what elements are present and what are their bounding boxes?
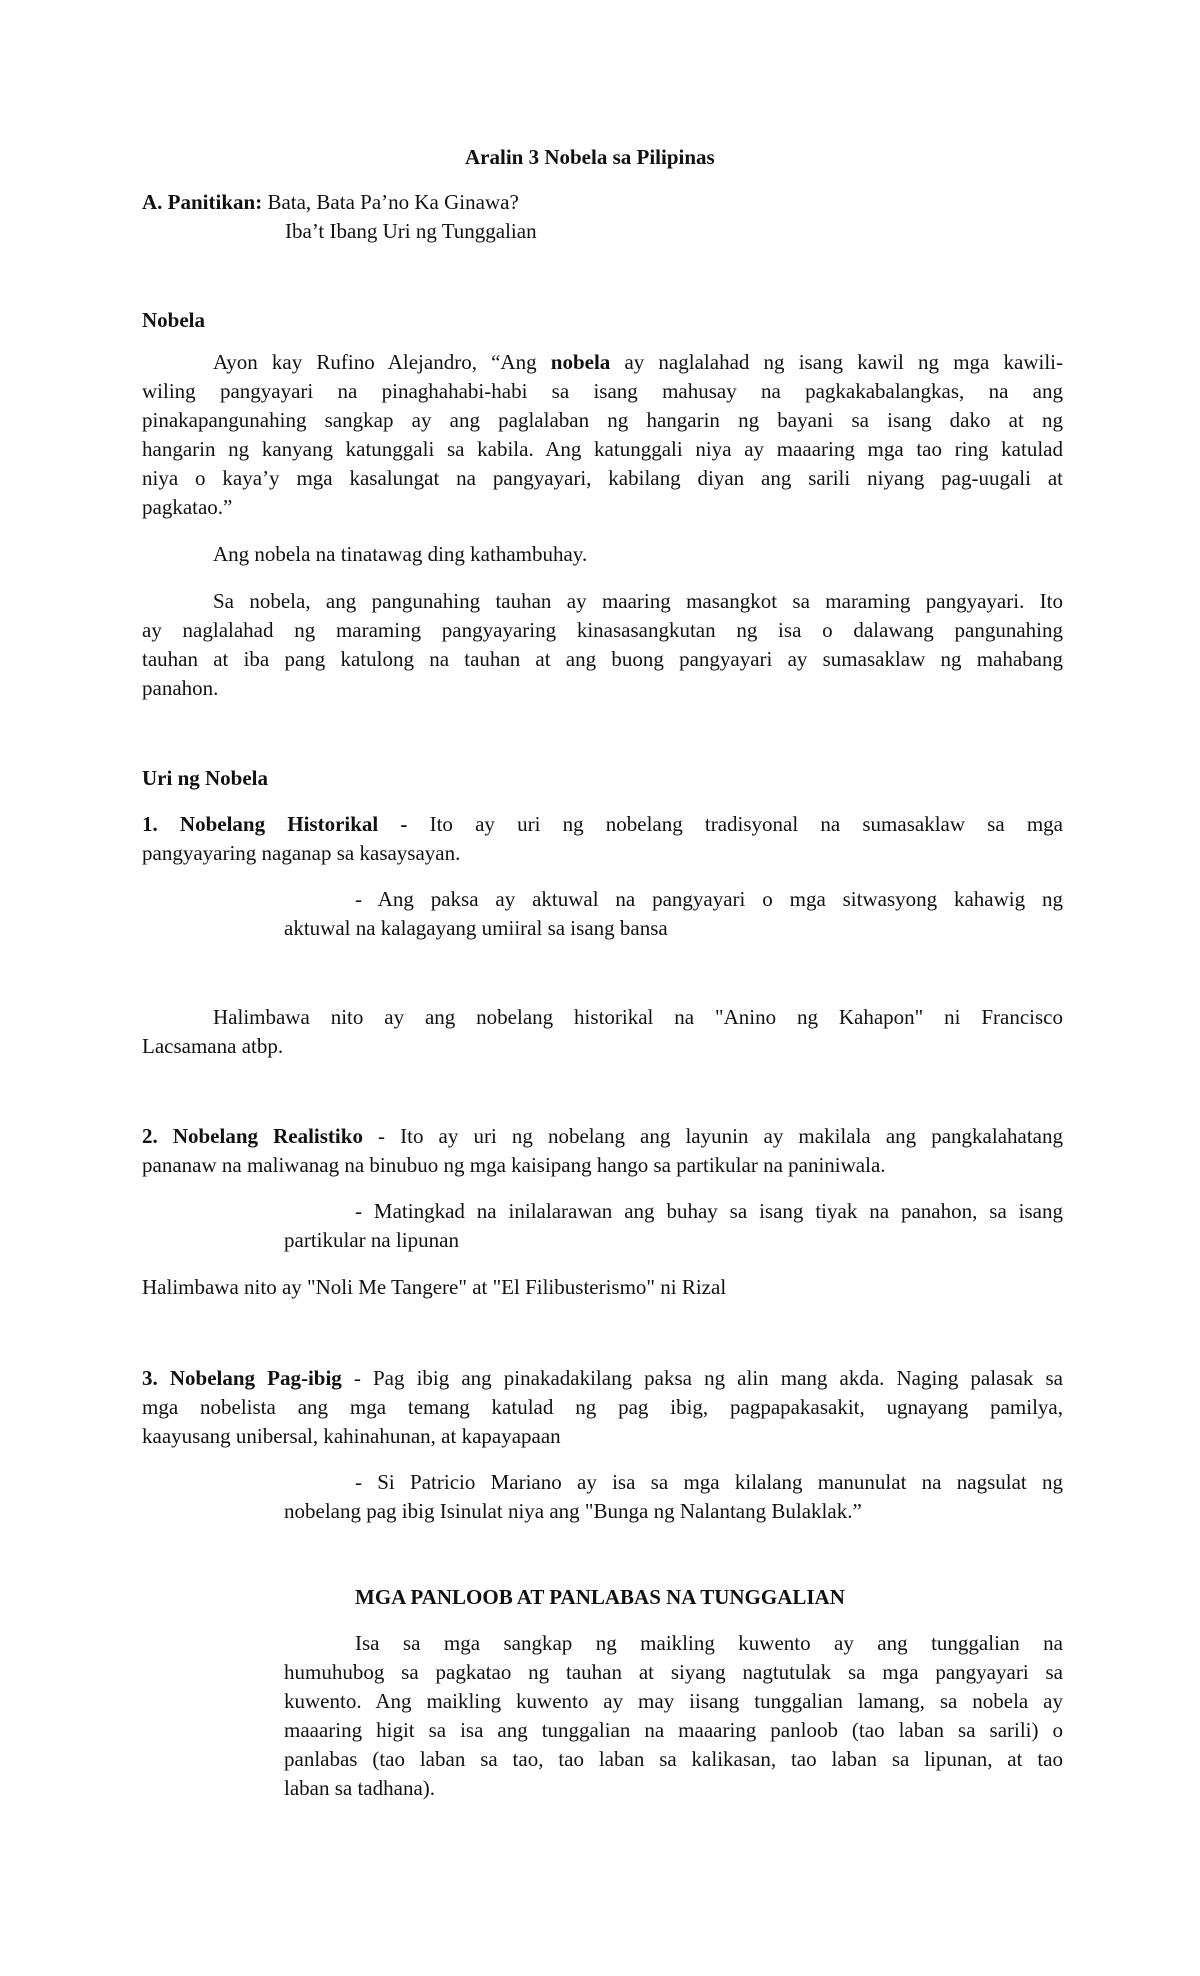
uri-item1-line2: pangyayaring naganap sa kasaysayan. xyxy=(142,841,461,865)
nobela-p3-line1: Sa nobela, ang pangunahing tauhan ay maaring masangkot sa maraming pangyayari. Ito xyxy=(213,589,1063,613)
uri-item2-note-line2: partikular na lipunan xyxy=(284,1228,459,1252)
nobela-term: nobela xyxy=(550,350,611,374)
nobela-p1-line5: niya o kaya’y mga kasalungat na pangyayari, kabilang diyan ang sarili niyang pag-uugali at xyxy=(142,466,1063,490)
nobela-p3-line4: panahon. xyxy=(142,676,219,700)
tunggalian-line4: maaaring higit sa isa ang tunggalian na maaaring panloob (tao laban sa sarili) o xyxy=(284,1718,1063,1742)
panitikan-label: A. Panitikan: xyxy=(142,190,263,214)
uri-item1-note-line1: - Ang paksa ay aktuwal na pangyayari o mga sitwasyong kahawig ng xyxy=(355,887,1063,911)
uri-item2-line1 xyxy=(142,1121,1063,1151)
uri-item1-note-line2: aktuwal na kalagayang umiiral sa isang bansa xyxy=(284,916,668,940)
uri-item2-text: - Ito ay uri ng nobelang ang layunin ay makilala ang pangkalahatang xyxy=(378,1124,1063,1148)
nobela-p2: Ang nobela na tinatawag ding kathambuhay. xyxy=(213,542,588,566)
uri-item3-note-line1: - Si Patricio Mariano ay isa sa mga kilalang manunulat na nagsulat ng xyxy=(355,1470,1063,1494)
uri-item3-line2: mga nobelista ang mga temang katulad ng pag ibig, pagpapakasakit, ugnayang pamilya, xyxy=(142,1395,1063,1419)
panitikan-subtext: Iba’t Ibang Uri ng Tunggalian xyxy=(285,219,537,243)
tunggalian-line5: panlabas (tao laban sa tao, tao laban sa kalikasan, tao laban sa lipunan, at tao xyxy=(284,1747,1063,1771)
tunggalian-heading: MGA PANLOOB AT PANLABAS NA TUNGGALIAN xyxy=(355,1585,845,1609)
uri-item1-example-line1: Halimbawa nito ay ang nobelang historikal na "Anino ng Kahapon" ni Francisco xyxy=(213,1005,1063,1029)
panitikan-text: Bata, Bata Pa’no Ka Ginawa? xyxy=(267,190,519,214)
nobela-p1-line3: pinakapangunahing sangkap ay ang paglalaban ng hangarin ng bayani sa isang dako at ng xyxy=(142,408,1063,432)
uri-item2-line2: pananaw na maliwanag na binubuo ng mga kaisipang hango sa partikular na paniniwala. xyxy=(142,1153,886,1177)
nobela-p1-line2: wiling pangyayari na pinaghahabi-habi sa isang mahusay na pagkakabalangkas, na ang xyxy=(142,379,1063,403)
tunggalian-line3: kuwento. Ang maikling kuwento ay may iisang tunggalian lamang, sa nobela ay xyxy=(284,1689,1063,1713)
panitikan-line xyxy=(142,187,519,217)
nobela-heading: Nobela xyxy=(142,308,205,332)
uri-item2-label: 2. Nobelang Realistiko xyxy=(142,1124,363,1148)
nobela-p3-line2: ay naglalahad ng maraming pangyayaring kinasasangkutan ng isa o dalawang pangunahing xyxy=(142,618,1063,642)
nobela-p1-line1 xyxy=(213,347,1063,377)
uri-item3-line1 xyxy=(142,1363,1063,1393)
uri-item2-example: Halimbawa nito ay "Noli Me Tangere" at "El Filibusterismo" ni Rizal xyxy=(142,1275,727,1299)
uri-item2-note-line1: - Matingkad na inilalarawan ang buhay sa isang tiyak na panahon, sa isang xyxy=(355,1199,1063,1223)
tunggalian-line2: humuhubog sa pagkatao ng tauhan at siyang nagtutulak sa mga pangyayari sa xyxy=(284,1660,1063,1684)
uri-item3-label: 3. Nobelang Pag-ibig xyxy=(142,1366,342,1390)
nobela-p1-line4: hangarin ng kanyang katunggali sa kabila. Ang katunggali niya ay maaaring mga tao ring katulad xyxy=(142,437,1063,461)
tunggalian-line6: laban sa tadhana). xyxy=(284,1776,436,1800)
uri-item3-text: - Pag ibig ang pinakadakilang paksa ng alin mang akda. Naging palasak sa xyxy=(353,1366,1063,1390)
tunggalian-line1: Isa sa mga sangkap ng maikling kuwento ay ang tunggalian na xyxy=(355,1631,1063,1655)
uri-item1-line1 xyxy=(142,809,1063,839)
nobela-p1-line6: pagkatao.” xyxy=(142,495,233,519)
nobela-p3-line3: tauhan at iba pang katulong na tauhan at ang buong pangyayari ay sumasaklaw ng mahabang xyxy=(142,647,1063,671)
uri-item3-note-line2: nobelang pag ibig Isinulat niya ang "Bunga ng Nalantang Bulaklak.” xyxy=(284,1499,862,1523)
uri-item1-example-line2: Lacsamana atbp. xyxy=(142,1034,284,1058)
uri-item1-text: Ito ay uri ng nobelang tradisyonal na sumasaklaw sa mga xyxy=(429,812,1063,836)
nobela-p1-text-b: ay naglalahad ng isang kawil ng mga kawili- xyxy=(624,350,1063,374)
page-title: Aralin 3 Nobela sa Pilipinas xyxy=(465,145,715,169)
uri-item3-line3: kaayusang unibersal, kahinahunan, at kapayapaan xyxy=(142,1424,561,1448)
nobela-p1-text-a: Ayon kay Rufino Alejandro, “Ang xyxy=(213,350,537,374)
uri-item1-label: 1. Nobelang Historikal - xyxy=(142,812,408,836)
uri-heading: Uri ng Nobela xyxy=(142,766,268,790)
